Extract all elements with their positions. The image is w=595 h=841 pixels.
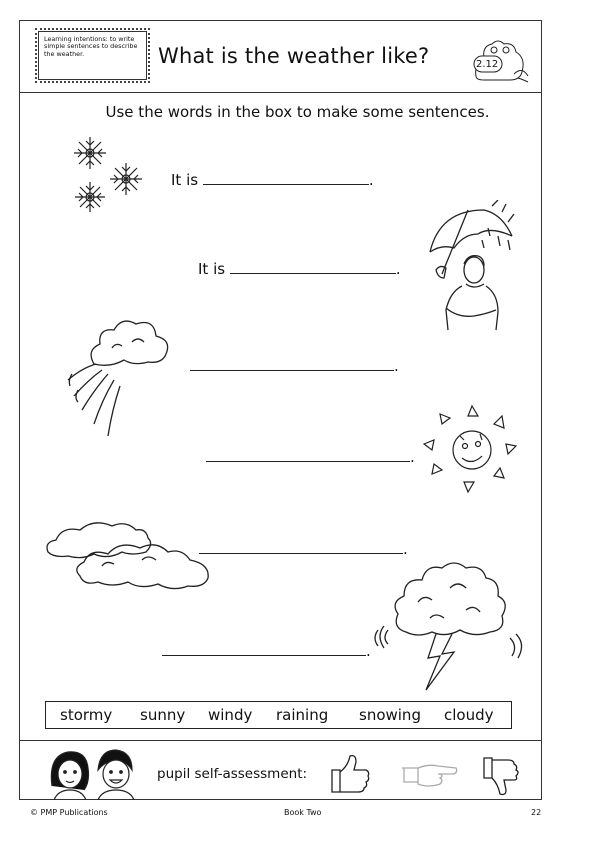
thumbs-up-icon[interactable]	[328, 752, 372, 794]
storm-lightning-icon	[370, 558, 530, 692]
sentence-2	[198, 260, 401, 278]
sentence-suffix: .	[395, 260, 401, 278]
sentence-suffix: .	[368, 171, 374, 189]
sun-icon	[420, 402, 524, 494]
learning-intention-text: Learning intentions: to write simple sentences to describe the weather.	[44, 35, 138, 58]
word-bank-item: raining	[276, 706, 329, 724]
wind-cloud-icon	[64, 314, 182, 438]
activity-number: 2.12	[476, 59, 499, 70]
instruction-text: Use the words in the box to make some sentences.	[105, 103, 490, 121]
children-icon	[46, 746, 140, 800]
answer-blank[interactable]	[206, 449, 410, 462]
footer-divider	[19, 740, 542, 741]
learning-intention-box	[38, 31, 147, 80]
snowflakes-icon	[68, 133, 150, 215]
umbrella-rain-icon	[428, 200, 518, 332]
word-bank-item: snowing	[359, 706, 421, 724]
sentence-3	[190, 357, 399, 375]
sentence-suffix: .	[394, 357, 399, 375]
thumbs-sideways-icon[interactable]	[398, 760, 460, 790]
sentence-1	[171, 171, 374, 189]
answer-blank[interactable]	[190, 358, 394, 371]
answer-blank[interactable]	[230, 261, 396, 274]
sentence-suffix: .	[410, 448, 415, 466]
thumbs-down-icon[interactable]	[480, 754, 520, 798]
word-bank	[45, 701, 512, 729]
self-assessment-label: pupil self-assessment:	[157, 766, 308, 782]
word-bank-item: cloudy	[444, 706, 494, 724]
sentence-suffix: .	[366, 642, 371, 660]
sentence-4	[206, 448, 415, 466]
word-bank-item: windy	[208, 706, 253, 724]
sentence-prefix: It is	[198, 260, 226, 278]
page-title: What is the weather like?	[158, 44, 430, 68]
sentence-suffix: .	[403, 540, 408, 558]
footer-publisher: © PMP Publications	[30, 808, 108, 817]
sentence-6	[162, 642, 371, 660]
answer-blank[interactable]	[199, 541, 403, 554]
answer-blank[interactable]	[162, 643, 366, 656]
word-bank-item: stormy	[60, 706, 113, 724]
sentence-5	[199, 540, 408, 558]
sentence-prefix: It is	[171, 171, 199, 189]
footer-book: Book Two	[284, 808, 322, 817]
clouds-icon	[42, 514, 214, 592]
header-divider	[19, 92, 542, 93]
answer-blank[interactable]	[203, 172, 369, 185]
footer-page-number: 22	[531, 808, 542, 817]
word-bank-item: sunny	[140, 706, 186, 724]
